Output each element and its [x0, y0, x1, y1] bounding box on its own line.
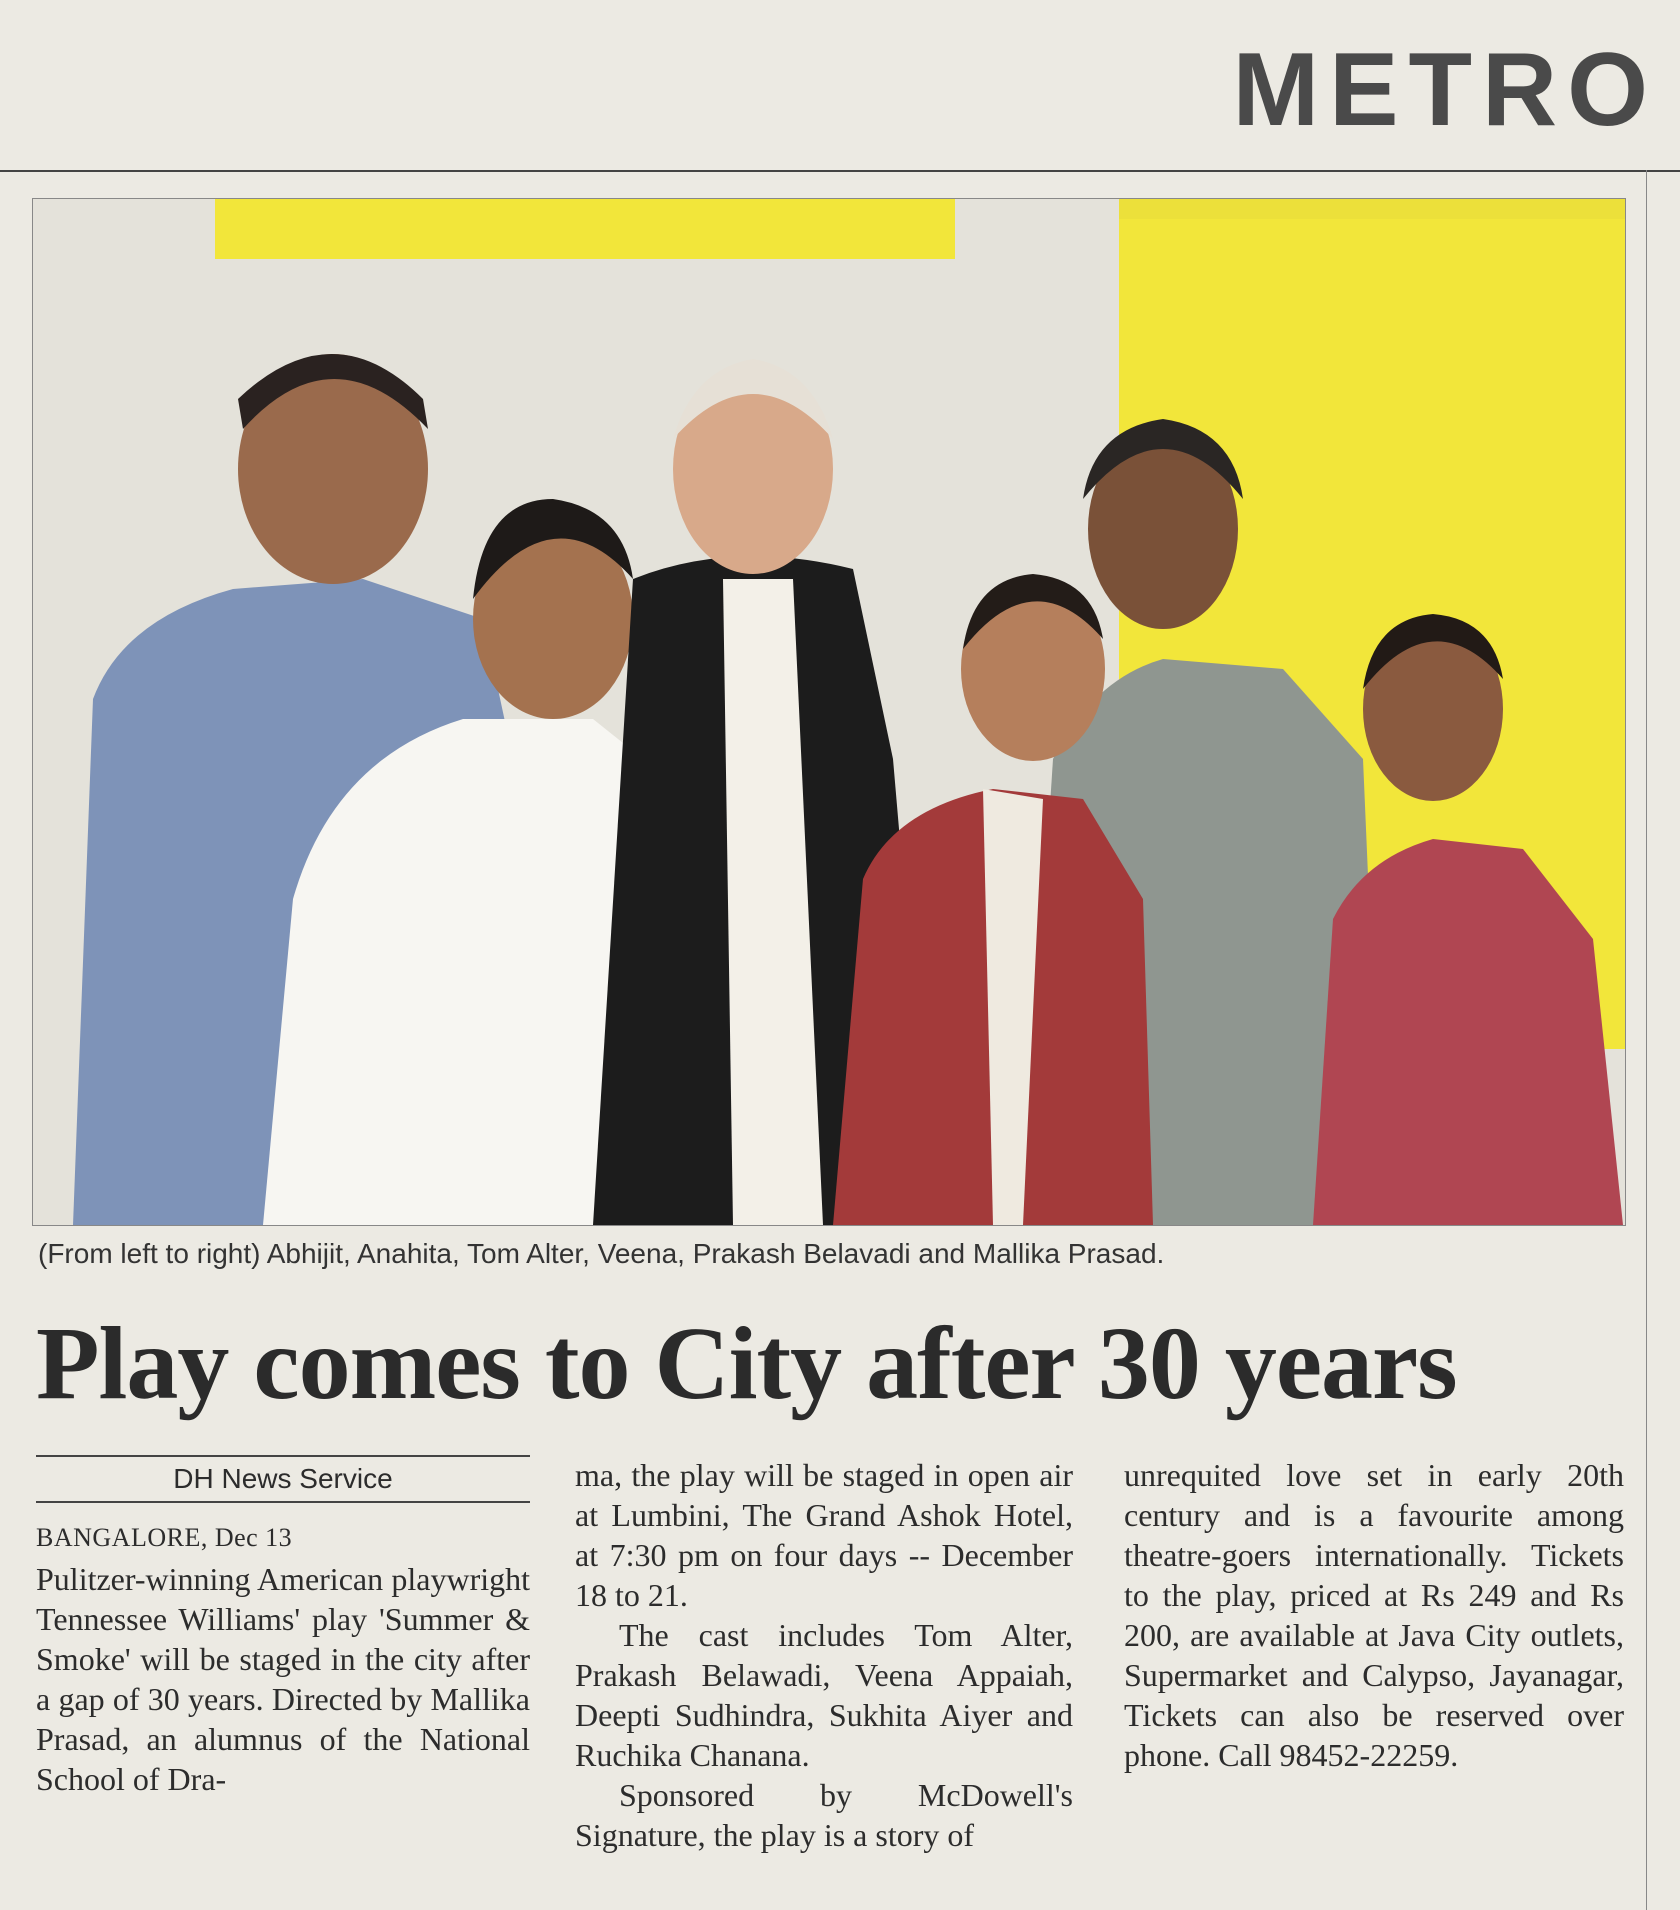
group-photo [32, 198, 1626, 1226]
column-rule [1646, 170, 1647, 1910]
header-rule [0, 170, 1680, 172]
byline: DH News Service [36, 1455, 530, 1503]
photo-caption: (From left to right) Abhijit, Anahita, Tom Alter, Veena, Prakash Belavadi and Mallika Prasad. [38, 1238, 1165, 1269]
article-paragraph: The cast includes Tom Alter, Prakash Belawadi, Veena Appaiah, Deepti Sudhindra, Sukhita Aiyer and Ruchika Chanana. [575, 1617, 1073, 1773]
dateline: BANGALORE, Dec 13 [36, 1523, 293, 1552]
article-column-3 [1124, 1455, 1624, 1775]
headline: Play comes to City after 30 years [36, 1306, 1457, 1421]
section-label: METRO [1232, 32, 1658, 148]
article-paragraph: unrequited love set in early 20th century and is a favourite among theatre-goers internationally. Tickets to the play, priced at Rs 249 and Rs 200, are available at Java City outlets, Supermarket and Calypso, Jayanagar, Tickets can also be reserved over phone. Call 98452-22259. [1124, 1457, 1624, 1773]
article-paragraph: Sponsored by McDowell's Signature, the play is a story of [575, 1777, 1073, 1853]
photo-illustration [33, 199, 1625, 1225]
article-column-1 [36, 1455, 530, 1799]
article-paragraph: Pulitzer-winning American playwright Tennessee Williams' play 'Summer & Smoke' will be staged in the city after a gap of 30 years. Directed by Mallika Prasad, an alumnus of the National School of Dra- [36, 1561, 530, 1797]
article-column-2 [575, 1455, 1073, 1855]
article-paragraph: ma, the play will be staged in open air at Lumbini, The Grand Ashok Hotel, at 7:30 pm on four days -- December 18 to 21. [575, 1457, 1073, 1613]
